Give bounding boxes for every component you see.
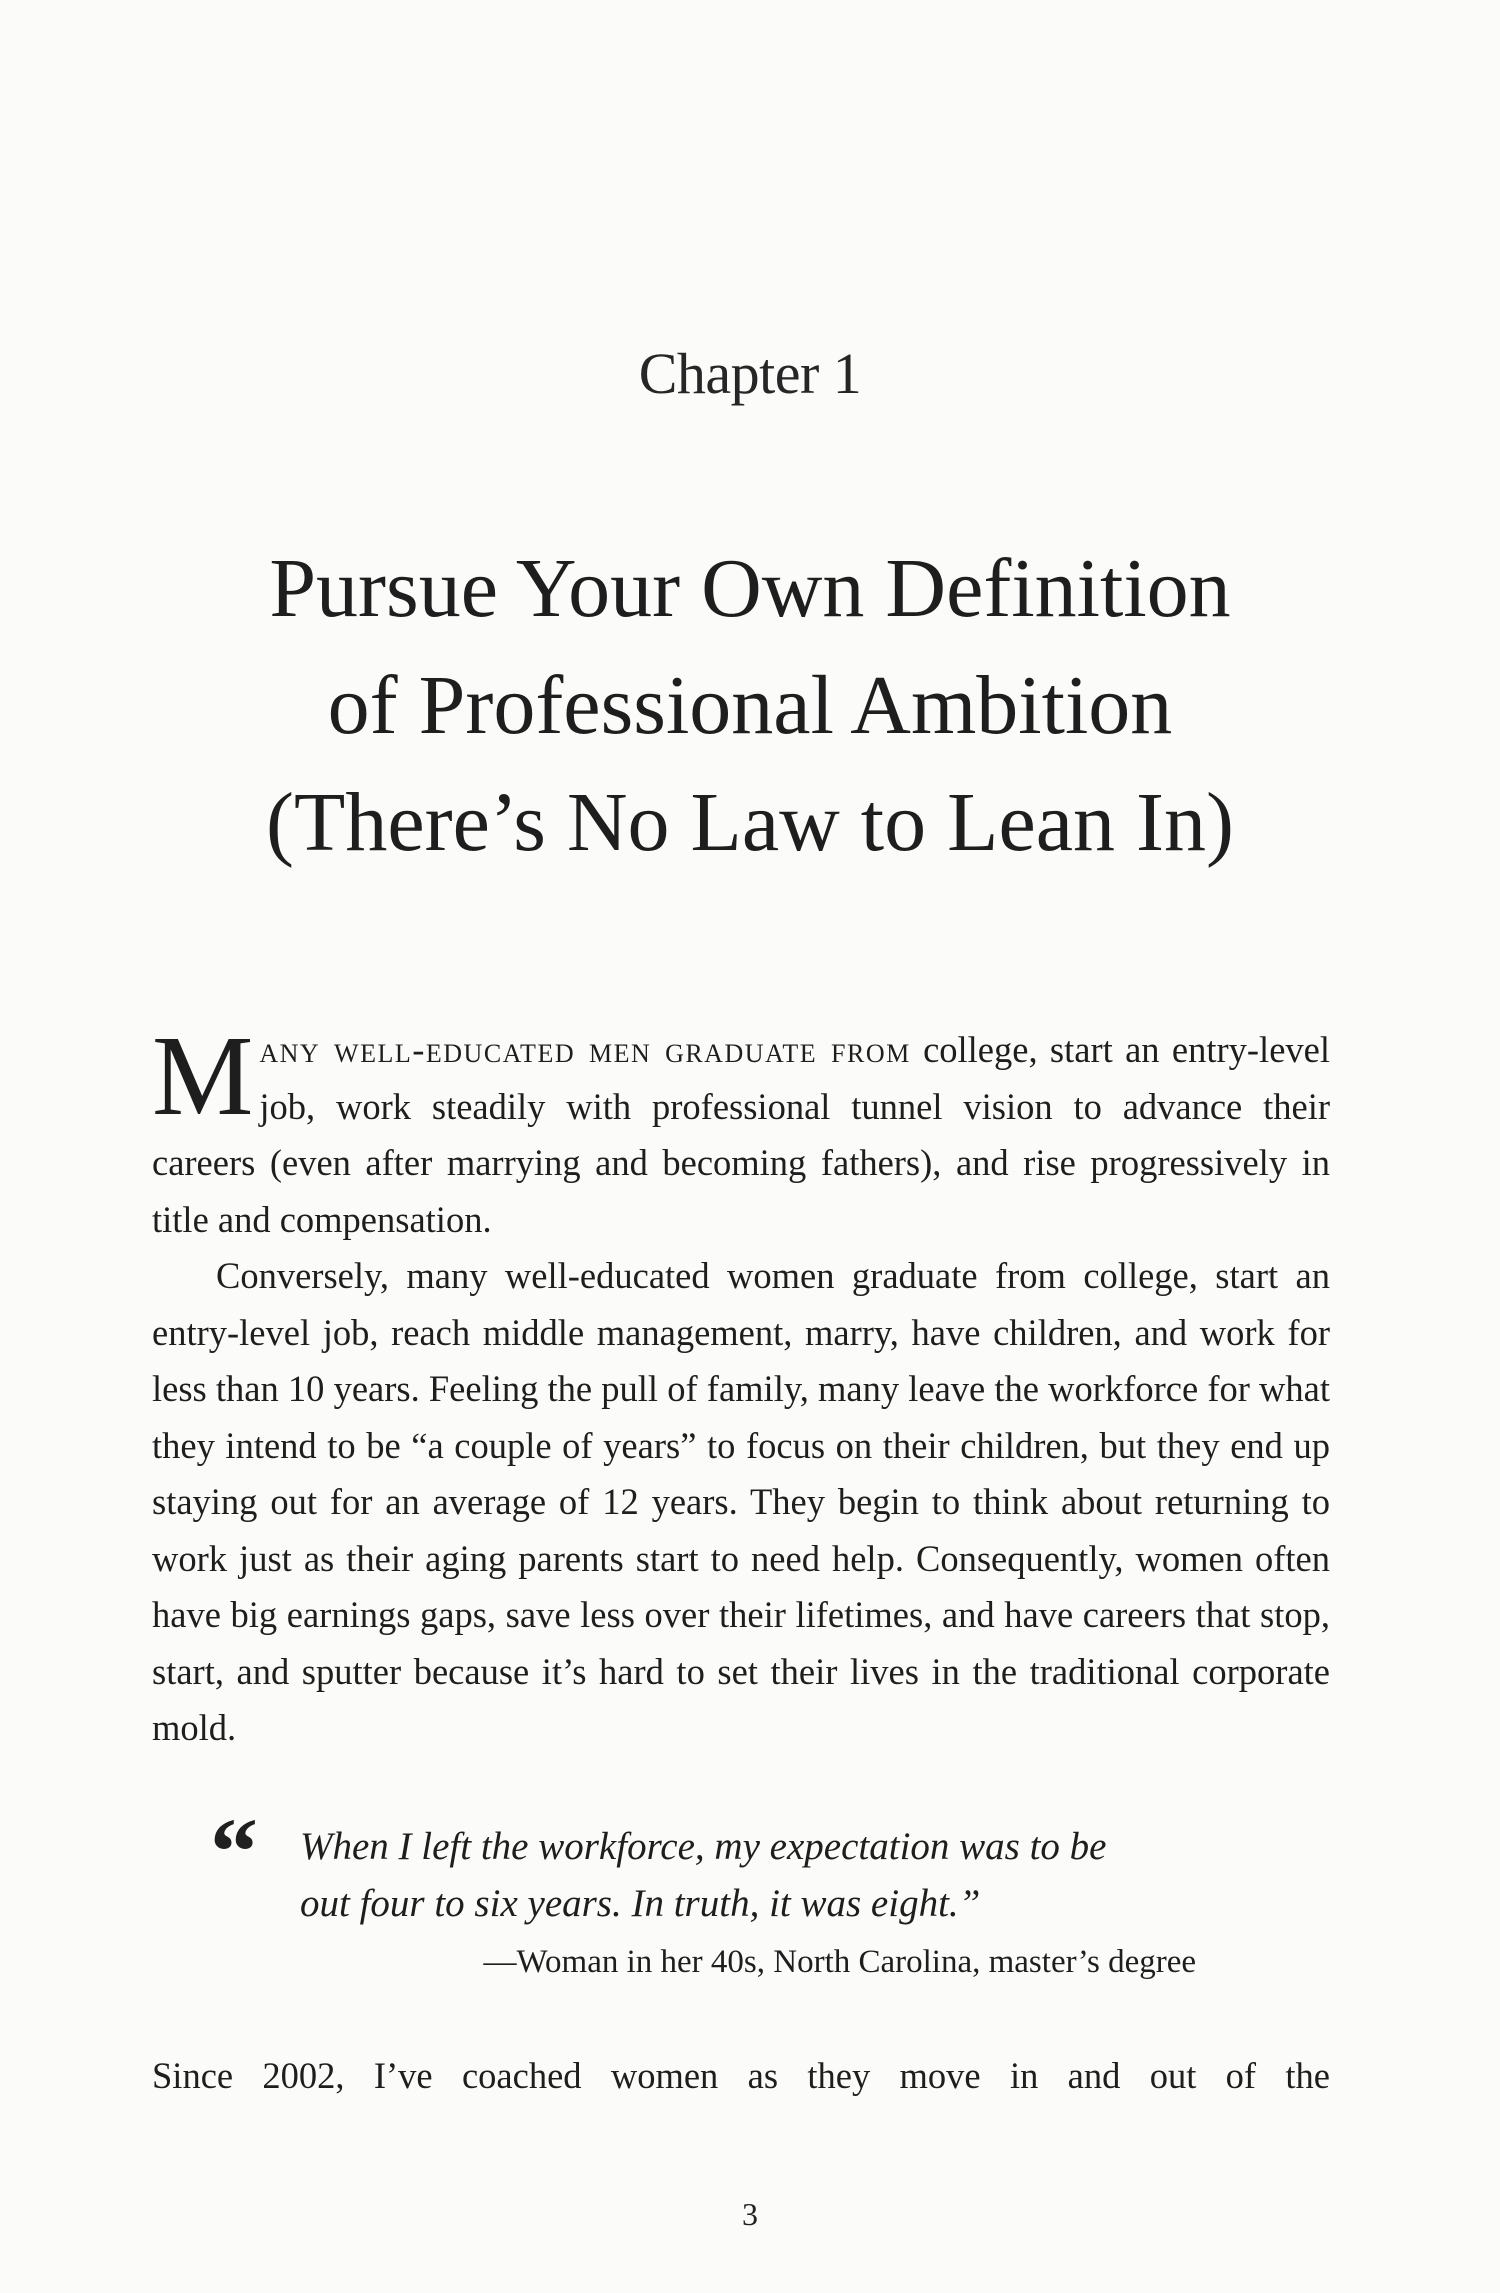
page-number: 3 [742, 2196, 758, 2232]
quote-text [300, 1818, 1220, 1932]
paragraph-3-text: Since 2002, I’ve coached women as they move in and out of the [152, 2055, 1330, 2096]
paragraph-1-text: college, start an entry-level job, work steadily with professional tunnel vision to advance their careers (even after marrying and becoming fathers), and rise progressively in title and compensation. [152, 1029, 1330, 1240]
quote-line-1: When I left the workforce, my expectation was to be [300, 1825, 1107, 1868]
chapter-title-line-1: Pursue Your Own Definition [269, 542, 1231, 635]
drop-cap: M [152, 1012, 254, 1139]
chapter-title-line-2: of Professional Ambition [327, 659, 1173, 752]
paragraph-3 [152, 2048, 1330, 2105]
quote-mark-icon: “ [210, 1798, 258, 1905]
lead-in-small-caps: any well-educated men graduate from [259, 1029, 911, 1070]
quote-line-2: out four to six years. In truth, it was eight.” [300, 1882, 981, 1925]
chapter-title [0, 530, 1500, 881]
chapter-title-line-3: (There’s No Law to Lean In) [266, 776, 1234, 869]
paragraph-2 [152, 1248, 1330, 1757]
paragraph-1 [152, 1012, 1330, 1248]
paragraph-2-text: Conversely, many well-educated women graduate from college, start an entry-level job, reach middle management, marry, have children, and work for less than 10 years. Feeling the pull of family, many leave the workforce for what they intend to be “a couple of years” to focus on their children, but they end up staying out for an average of 12 years. They begin to think about returning to work just as their aging parents start to need help. Consequently, women often have big earnings gaps, save less over their lifetimes, and have careers that stop, start, and sputter because it’s hard to set their lives in the traditional corporate mold. [152, 1255, 1330, 1748]
chapter-label: Chapter 1 [638, 341, 862, 406]
quote-attribution: —Woman in her 40s, North Carolina, master’s degree [483, 1944, 1196, 1980]
